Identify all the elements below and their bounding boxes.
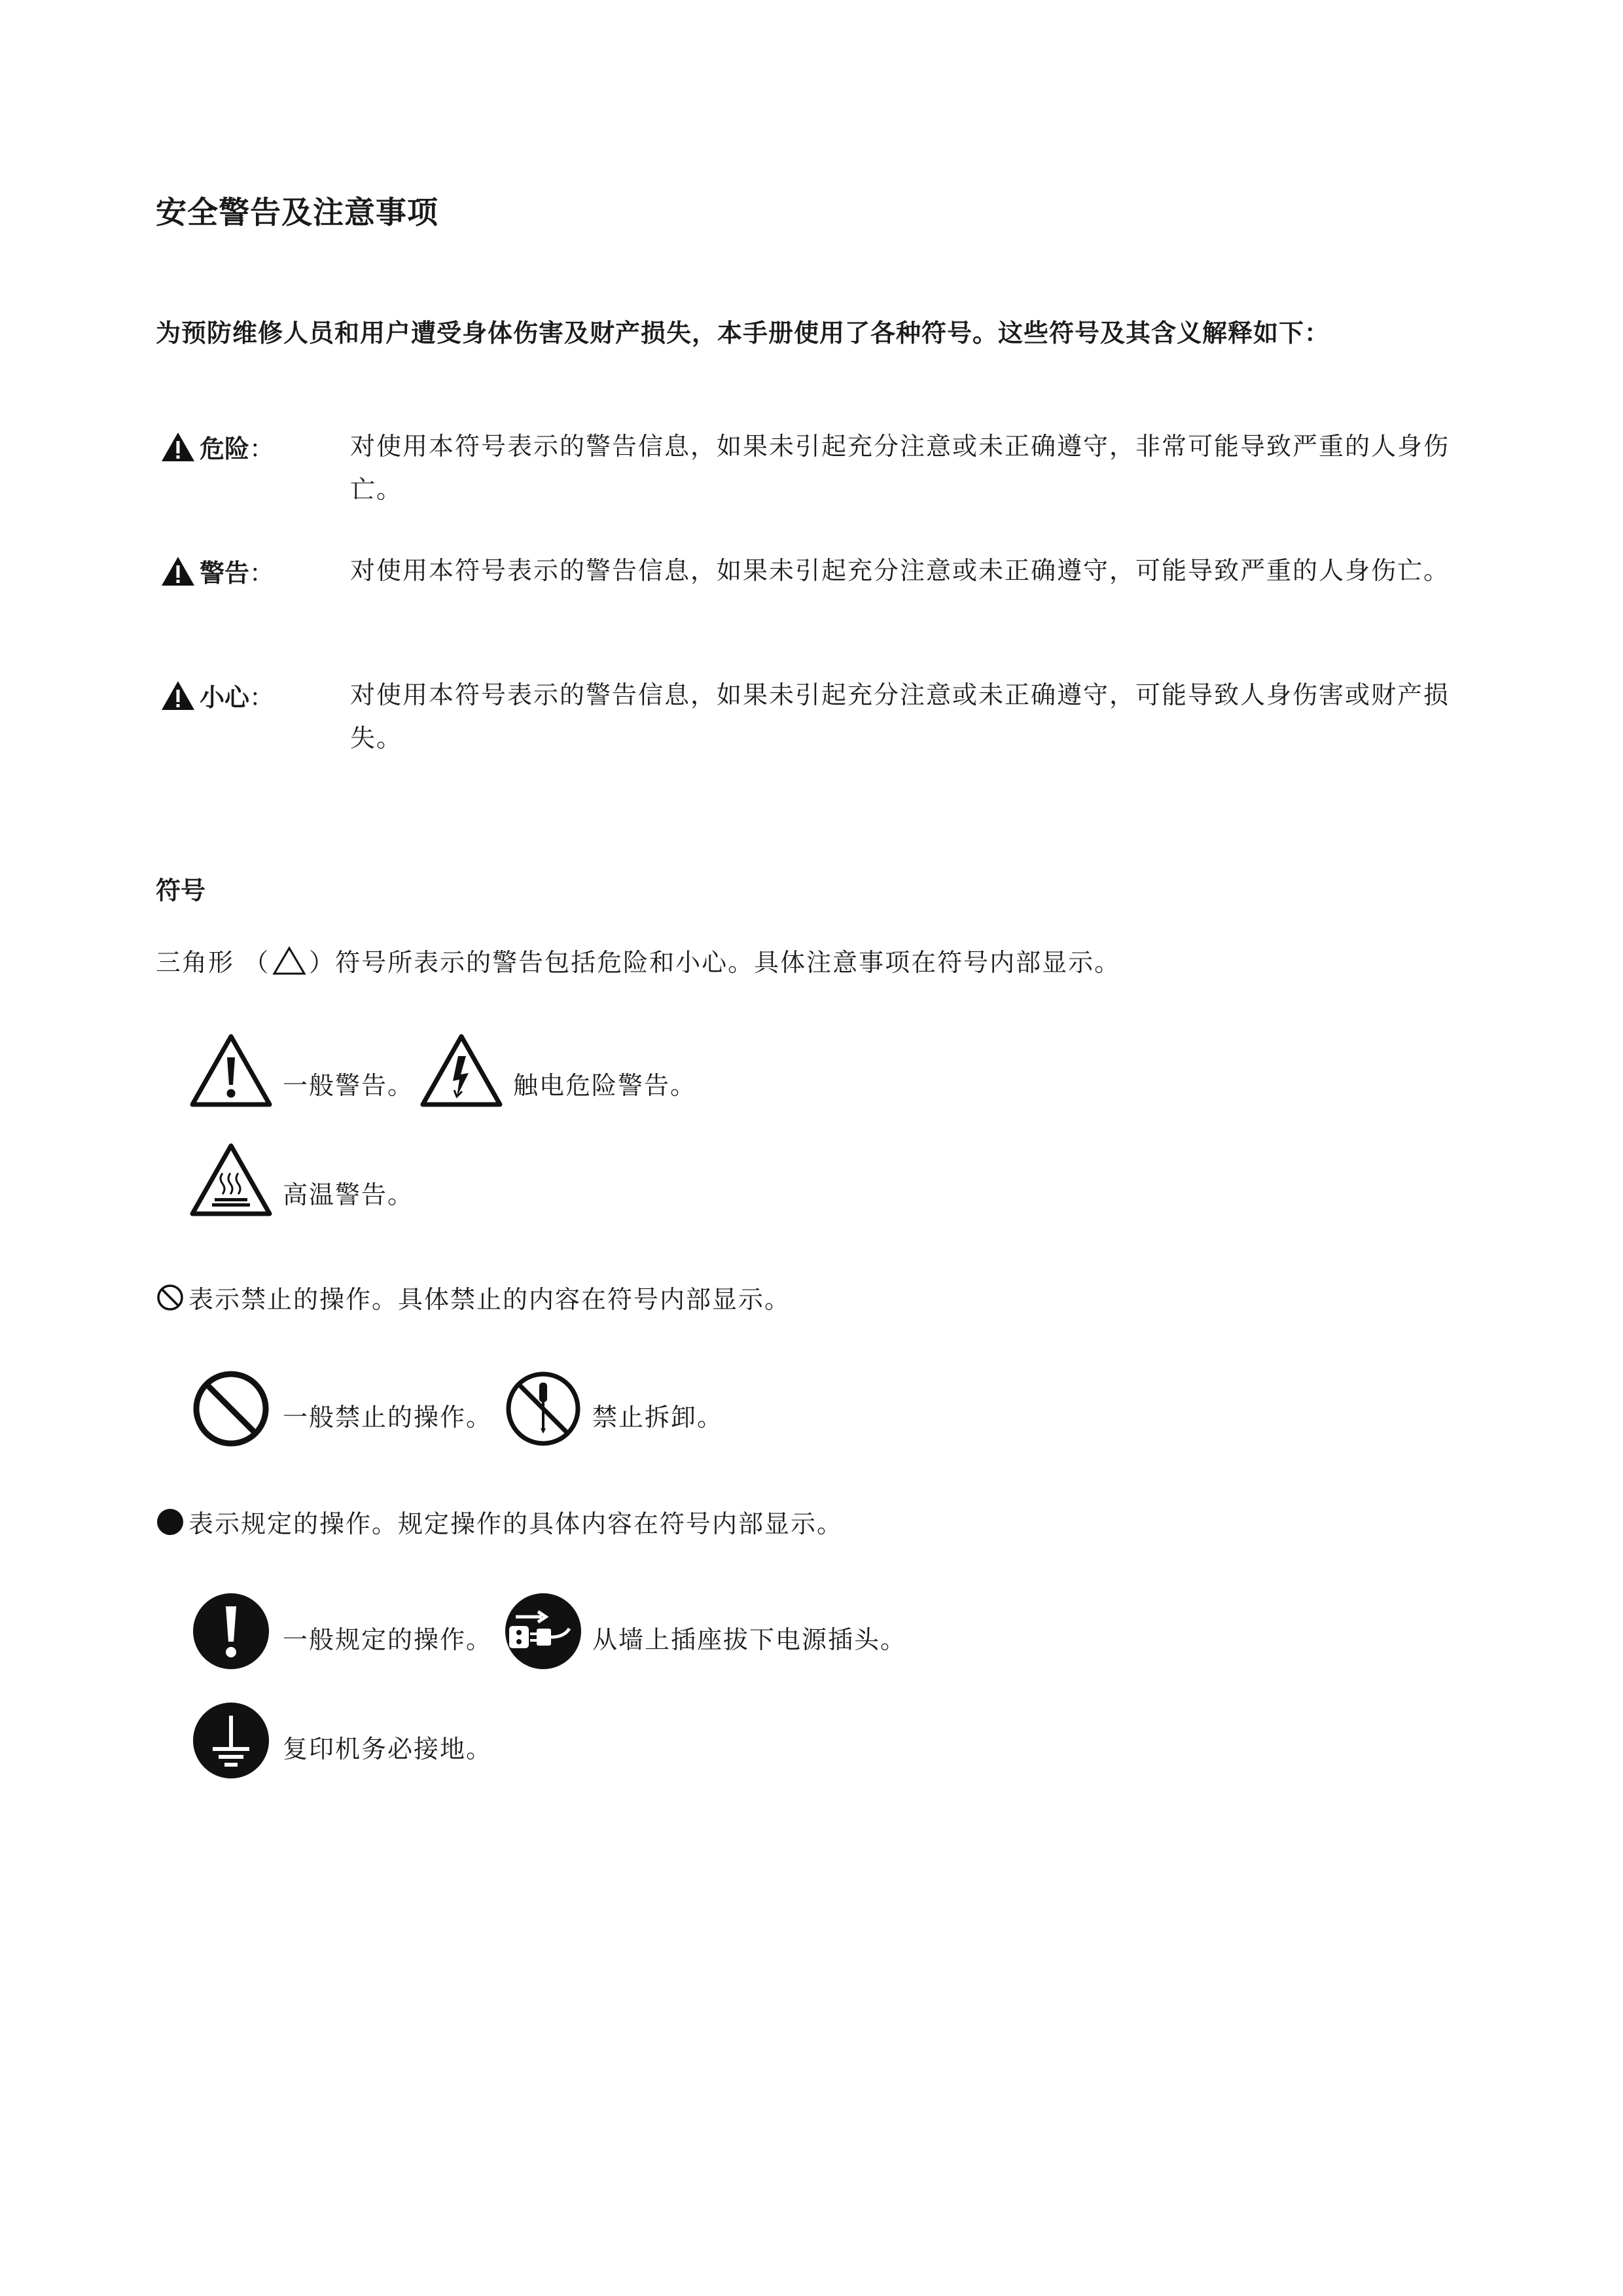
general-prohibition-caption: 一般禁止的操作。 <box>283 1403 493 1432</box>
triangle-text-post: ）符号所表示的警告包括危险和小心。具体注意事项在符号内部显示。 <box>309 948 1121 977</box>
triangle-text-pre: 三角形 （ <box>156 948 270 977</box>
high-temperature-icon <box>188 1142 274 1218</box>
danger-label-text: 危险 <box>200 434 250 463</box>
general-mandatory-icon <box>192 1592 270 1670</box>
ground-icon <box>192 1701 270 1780</box>
triangle-explanation <box>156 942 1120 978</box>
unplug-caption: 从墙上插座拔下电源插头。 <box>592 1625 907 1654</box>
caution-label-text: 小心 <box>200 683 250 712</box>
warning-description: 对使用本符号表示的警告信息，如果未引起充分注意或未正确遵守，可能导致严重的人身伤亡。 <box>350 556 1450 585</box>
danger-colon: ： <box>249 434 275 463</box>
general-prohibition-icon <box>192 1369 270 1448</box>
unplug-icon <box>504 1592 582 1670</box>
danger-label <box>160 429 274 465</box>
prohibit-small-icon <box>156 1283 185 1312</box>
warning-triangle-icon <box>160 431 196 463</box>
mandatory-text: 表示规定的操作。规定操作的具体内容在符号内部显示。 <box>188 1510 844 1538</box>
intro-text: 为预防维修人员和用户遭受身体伤害及财产损失，本手册使用了各种符号。这些符号及其含义解释如下： <box>156 319 1330 347</box>
ground-caption: 复印机务必接地。 <box>283 1735 493 1763</box>
caution-description: 对使用本符号表示的警告信息，如果未引起充分注意或未正确遵守，可能导致人身伤害或财产损失。 <box>350 680 1450 752</box>
caution-label <box>160 677 274 713</box>
high-temperature-caption: 高温警告。 <box>283 1180 414 1209</box>
mandatory-explanation <box>156 1504 843 1540</box>
outline-triangle-icon <box>272 945 306 976</box>
no-disassembly-icon <box>504 1369 582 1448</box>
warning-label <box>160 553 274 589</box>
prohibit-explanation <box>156 1279 791 1315</box>
symbols-heading: 符号 <box>156 876 206 905</box>
warning-triangle-icon <box>160 680 196 711</box>
general-warning-icon <box>188 1033 274 1108</box>
mandatory-small-icon <box>156 1508 185 1536</box>
danger-description: 对使用本符号表示的警告信息，如果未引起充分注意或未正确遵守，非常可能导致严重的人身伤亡。 <box>350 432 1450 504</box>
general-mandatory-caption: 一般规定的操作。 <box>283 1625 493 1654</box>
warning-triangle-icon <box>160 556 196 587</box>
prohibit-text: 表示禁止的操作。具体禁止的内容在符号内部显示。 <box>188 1285 791 1314</box>
warning-label-text: 警告 <box>200 559 250 588</box>
electric-shock-icon <box>419 1033 504 1108</box>
general-warning-caption: 一般警告。 <box>283 1071 414 1100</box>
caution-colon: ： <box>249 683 275 712</box>
page-title: 安全警告及注意事项 <box>156 195 438 231</box>
warning-colon: ： <box>249 559 275 588</box>
electric-shock-caption: 触电危险警告。 <box>513 1071 697 1100</box>
no-disassembly-caption: 禁止拆卸。 <box>592 1403 724 1432</box>
